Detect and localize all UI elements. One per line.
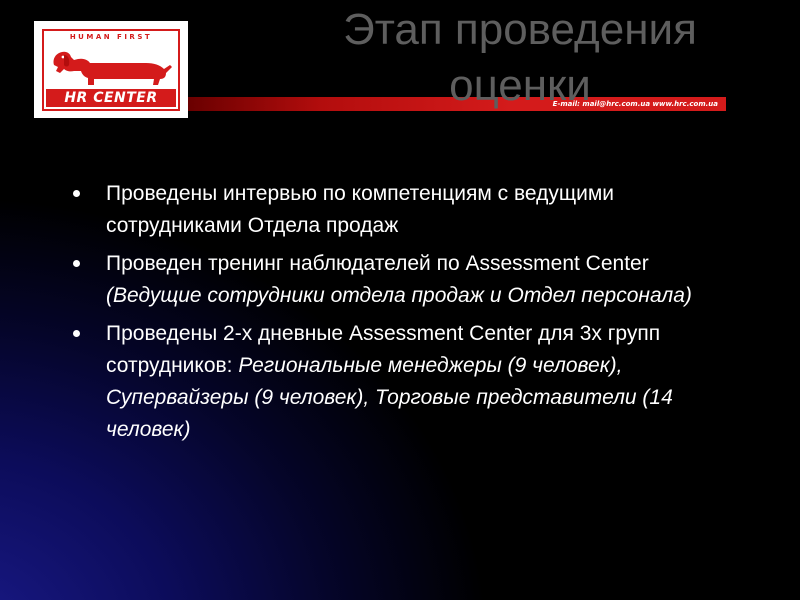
bullet-text-italic: (Ведущие сотрудники отдела продаж и Отдел персонала) [106, 284, 692, 307]
logo [34, 21, 188, 118]
bullet-list [72, 178, 732, 452]
bullet-item [72, 178, 732, 242]
title-line-2: оценки [449, 61, 591, 110]
bullet-text: Проведен тренинг наблюдателей по Assessment Center [106, 252, 649, 275]
logo-frame [42, 29, 180, 111]
bullet-item [72, 248, 732, 312]
bullet-item [72, 318, 732, 446]
page-title [300, 2, 740, 114]
bullet-text-italic: Региональные менеджеры (9 человек), Супервайзеры (9 человек), Торговые представители (14 человек) [106, 354, 673, 441]
contact-info: E-mail: mail@hrc.com.ua www.hrc.com.ua [552, 100, 718, 108]
bullet-dot-icon [73, 330, 80, 337]
bullet-dot-icon [73, 260, 80, 267]
title-line-1: Этап проведения [343, 5, 697, 54]
bullet-text: Проведены интервью по компетенциям с ведущими сотрудниками Отдела продаж [106, 182, 615, 237]
bullet-text: Проведены 2-х дневные Assessment Center для 3х групп сотрудников: [106, 322, 661, 377]
dachshund-icon [48, 43, 174, 91]
logo-bottom-text: HR CENTER [46, 89, 176, 107]
logo-top-text: HUMAN FIRST [69, 33, 153, 41]
bullet-dot-icon [73, 190, 80, 197]
